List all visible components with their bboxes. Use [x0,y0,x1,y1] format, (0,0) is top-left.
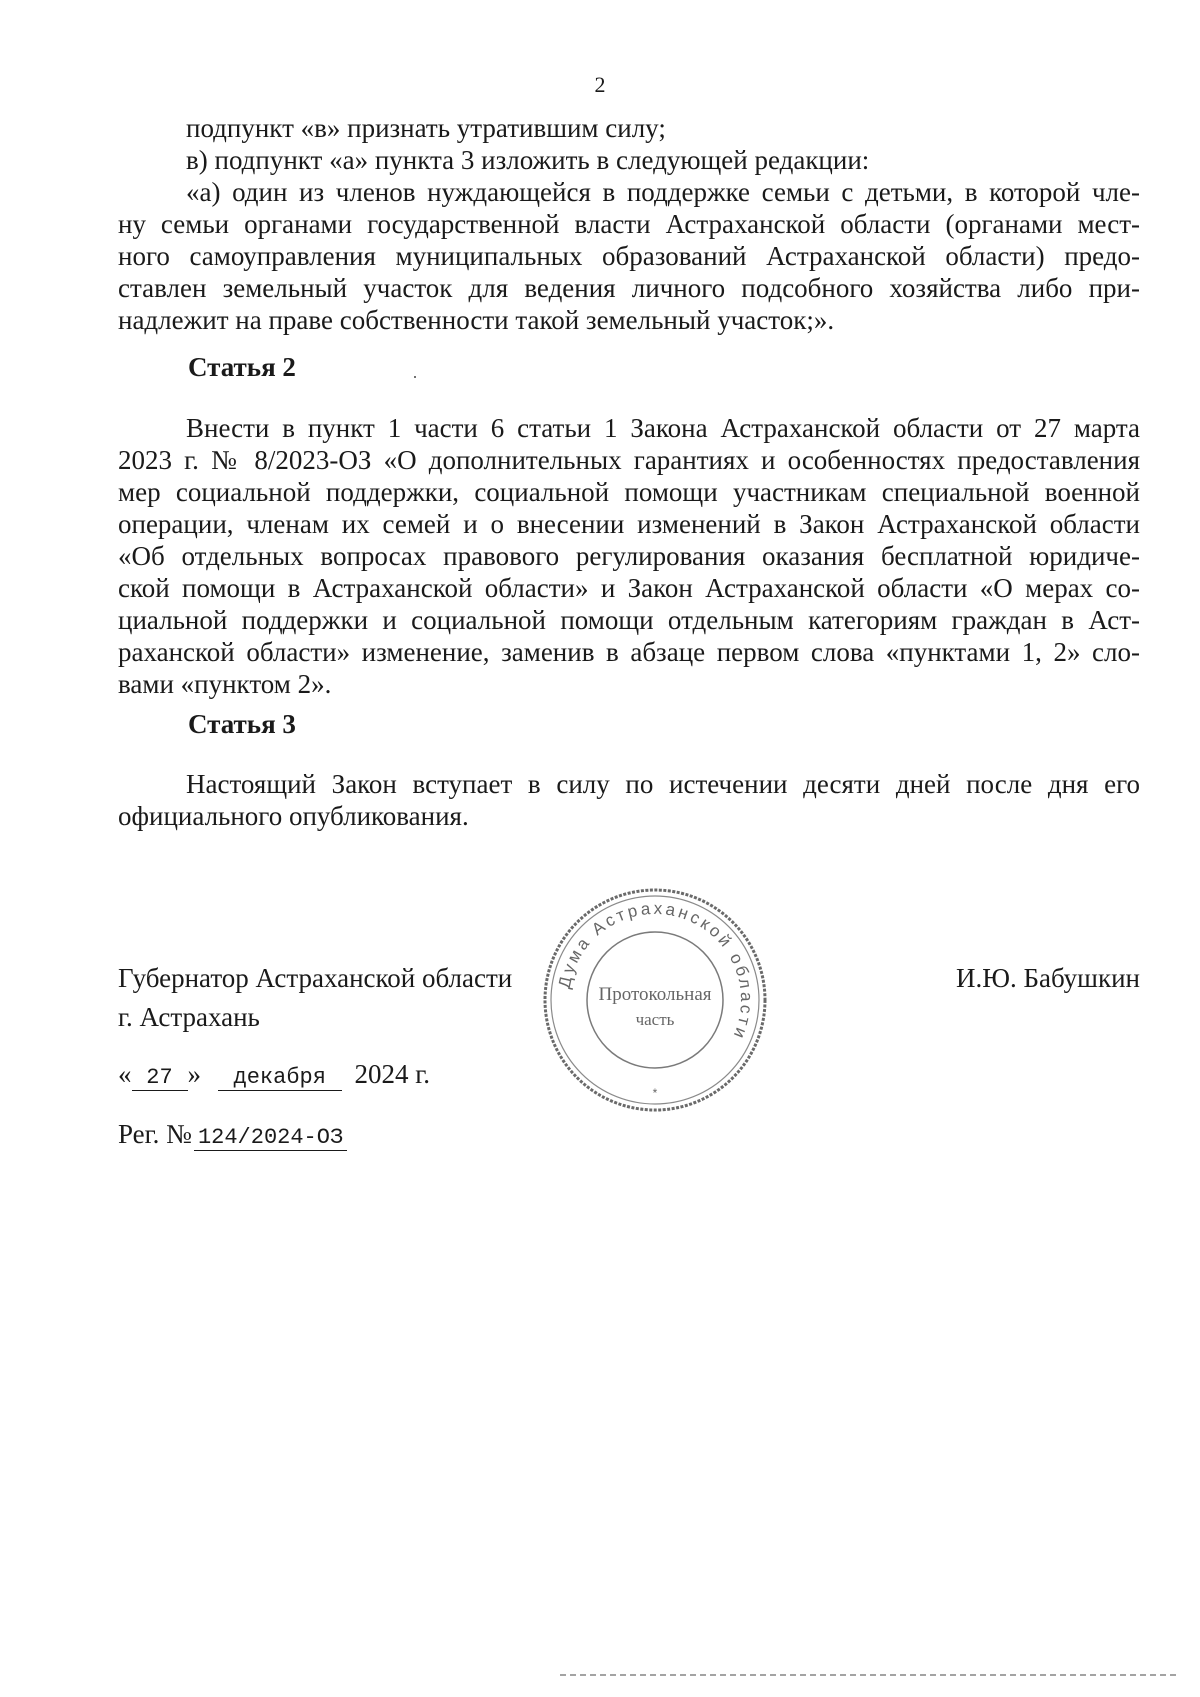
text-line: циальной поддержки и социальной помощи отдельным категориям граждан в Аст- [118,605,1140,635]
date-close-quote: » [187,1059,201,1089]
registration-label: Рег. № [118,1119,192,1149]
registration-number: 124/2024-ОЗ [194,1125,347,1151]
text-line: надлежит на праве собственности такой земельный участок;». [118,305,835,335]
text-line: ской помощи в Астраханской области» и Закон Астраханской области «О мерах со- [118,573,1140,603]
text-line: «а) один из членов нуждающейся в поддержке семьи с детьми, в которой чле- [186,177,1140,207]
text-line: мер социальной поддержки, социальной помощи участникам специальной военной [118,477,1140,507]
signer-title: Губернатор Астраханской области [118,963,513,993]
scan-artifact-line [560,1674,1180,1676]
seal-ring-text: Дума Астраханской области [554,898,757,1044]
date-day: 27 [132,1065,188,1091]
article-3-text [118,768,1140,832]
date-month: декабря [218,1065,342,1091]
text-line: в) подпункт «а» пункта 3 изложить в следующей редакции: [186,145,870,175]
date-year: 2024 г. [354,1059,431,1089]
amendment-text [118,112,1140,336]
scan-speck [414,376,416,378]
page-number: 2 [594,72,606,97]
date-line [118,1059,430,1091]
text-line: подпункт «в» признать утратившим силу; [186,113,666,143]
article-2-heading: Статья 2 [188,352,296,382]
article-2-text [118,412,1140,700]
registration-line [118,1119,347,1151]
date-open-quote: « [118,1059,132,1089]
text-line: ставлен земельный участок для ведения личного подсобного хозяйства либо при- [118,273,1140,303]
text-line: Настоящий Закон вступает в силу по истечении десяти дней после дня его [186,769,1140,799]
text-line: Внести в пункт 1 части 6 статьи 1 Закона Астраханской области от 27 марта [186,413,1140,443]
signer-name: И.Ю. Бабушкин [955,963,1140,993]
text-line: операции, членам их семей и о внесении изменений в Закон Астраханской области [118,509,1140,539]
seal-center-line-2: часть [635,1010,675,1029]
article-3-heading: Статья 3 [188,709,296,739]
text-line: раханской области» изменение, заменив в абзаце первом слова «пунктами 1, 2» сло- [118,637,1140,667]
text-line: ного самоуправления муниципальных образований Астраханской области) предо- [118,241,1140,271]
seal-center-line-1: Протокольная [598,984,712,1005]
text-line: 2023 г. № 8/2023-ОЗ «О дополнительных гарантиях и особенностях предоставления [118,445,1140,475]
text-line: ну семьи органами государственной власти Астраханской области (органами мест- [118,209,1140,239]
text-line: «Об отдельных вопросах правового регулирования оказания бесплатной юридиче- [118,541,1140,571]
text-line: вами «пунктом 2». [118,669,332,699]
city: г. Астрахань [118,1002,260,1032]
seal-star: * [652,1086,658,1100]
official-seal [540,885,770,1115]
text-line: официального опубликования. [118,801,469,831]
